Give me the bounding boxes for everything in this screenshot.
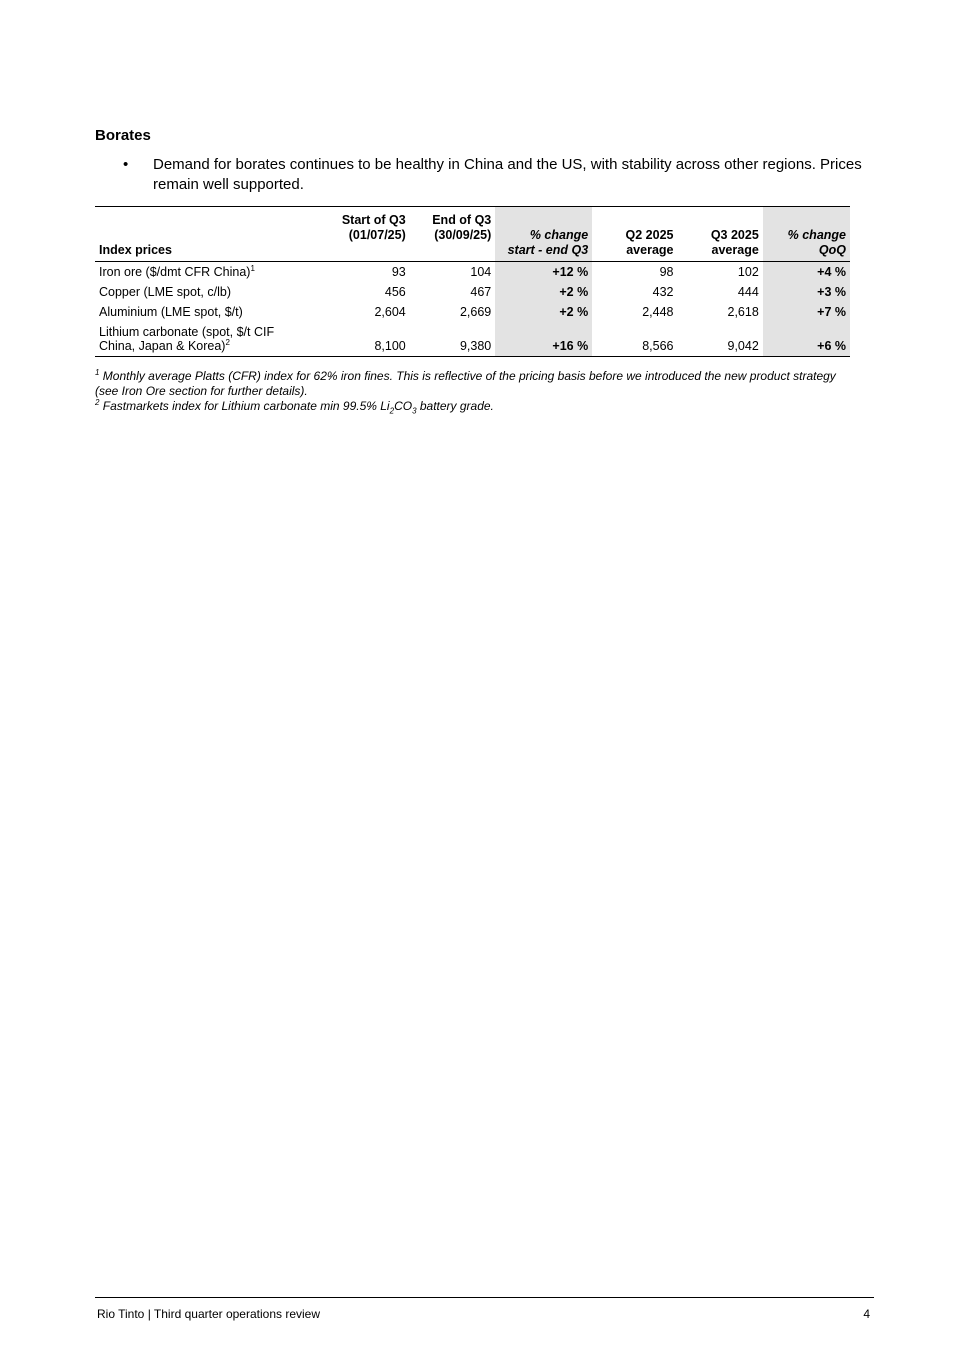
footer-divider — [95, 1297, 874, 1298]
header-start-q3: Start of Q3 (01/07/25) — [324, 207, 410, 262]
cell-change: +2 % — [495, 282, 592, 302]
cell-change: +12 % — [495, 262, 592, 283]
footnote-1: $^1$ Monthly average Platts (CFR) index for 62% iron fines. This is reflective of the pricing basis before we introduced the new product strategy (see Iron Ore section for further details). — [95, 368, 836, 398]
cell-q2: 432 — [652, 285, 674, 299]
header-change-q3: % change start - end Q3 — [495, 207, 592, 262]
bullet-text: Demand for borates continues to be healthy in China and the US, with stability across other regions. Prices remain well supported. — [153, 156, 862, 193]
footnotes — [95, 369, 855, 414]
cell-change: +2 % — [495, 302, 592, 322]
row-label: Iron ore ($/dmt CFR China)$^1$ — [99, 263, 255, 279]
cell-end: 104 — [470, 265, 492, 279]
cell-qoq: +6 % — [763, 322, 850, 357]
cell-q3: 444 — [737, 285, 759, 299]
footer-title: Rio Tinto | Third quarter operations review — [97, 1307, 321, 1321]
cell-q2: 98 — [659, 265, 674, 279]
section-title: Borates — [95, 127, 151, 144]
cell-q3: 2,618 — [727, 305, 759, 319]
table-row — [95, 302, 850, 322]
cell-q2: 8,566 — [642, 339, 674, 353]
cell-q3: 9,042 — [727, 339, 759, 353]
cell-end: 467 — [470, 285, 492, 299]
cell-start: 2,604 — [374, 305, 406, 319]
table-header-row — [95, 207, 850, 262]
header-end-q3: End of Q3 (30/09/25) — [410, 207, 496, 262]
cell-end: 2,669 — [459, 305, 492, 319]
cell-qoq: +4 % — [763, 262, 850, 283]
cell-q2: 2,448 — [642, 305, 674, 319]
index-prices-table — [95, 206, 850, 357]
page-number: 4 — [863, 1307, 870, 1321]
cell-q3: 102 — [737, 265, 759, 279]
header-q3-average: Q3 2025 average — [677, 207, 762, 262]
row-label: Aluminium (LME spot, $/t) — [99, 305, 243, 319]
cell-qoq: +7 % — [763, 302, 850, 322]
cell-change: +16 % — [495, 322, 592, 357]
bullet-symbol: • — [123, 156, 129, 173]
table-row — [95, 322, 850, 357]
cell-qoq: +3 % — [763, 282, 850, 302]
header-index-prices: Index prices — [95, 207, 324, 262]
header-change-qoq: % change QoQ — [763, 207, 850, 262]
footnote-2: $^2$ Fastmarkets index for Lithium carbonate min 99.5% $Li_2CO_3$ battery grade. — [95, 398, 494, 416]
cell-end: 9,380 — [459, 339, 492, 353]
table-row — [95, 282, 850, 302]
cell-start: 8,100 — [374, 339, 406, 353]
row-label: Lithium carbonate (spot, $/t CIF China, Japan & Korea)$^2$ — [99, 325, 275, 353]
row-label: Copper (LME spot, c/lb) — [99, 285, 231, 299]
table-row — [95, 262, 850, 283]
cell-start: 456 — [384, 285, 406, 299]
header-q2-average: Q2 2025 average — [592, 207, 677, 262]
cell-start: 93 — [391, 265, 406, 279]
